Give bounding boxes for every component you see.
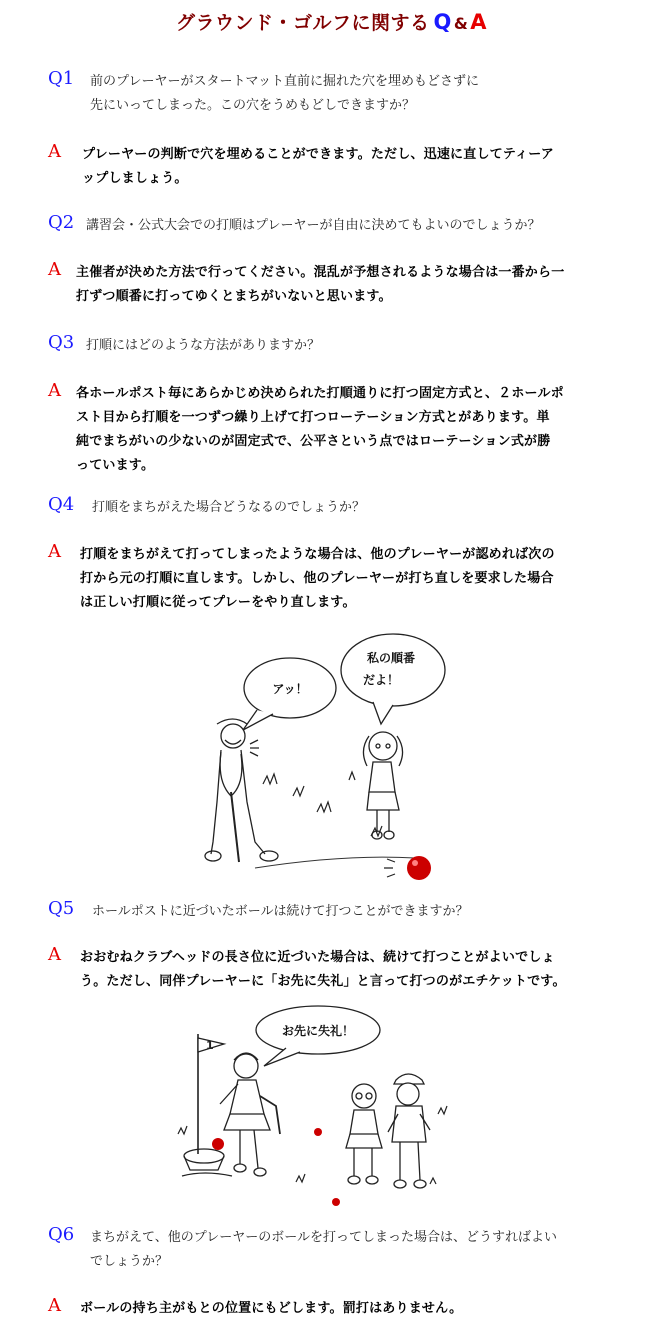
answer-text: 主催者が決めた方法で行ってください。混乱が予想されるような場合は一番から一 打ずつ順番に打ってゆくとまちがいないと思います。 [76,265,565,304]
ball-icon [314,1128,322,1136]
ground-line [255,857,415,868]
page-title [0,8,663,35]
question-2 [48,214,628,238]
ball-icon [212,1138,224,1150]
answer-text: おおむねクラブヘッドの長さ位に近づいた場合は、続けて打つことがよいでしょ う。ただし、同伴プレーヤーに「お先に失礼」と言って打つのがエチケットです。 [80,950,566,989]
ball-icon [332,1198,340,1206]
illustration-wrong-order [195,632,455,894]
q-label: Q6 [48,1224,75,1245]
title-a: A [470,10,488,34]
q-label: Q5 [48,898,75,919]
bubble-left-text: アッ！ [272,682,308,696]
title-amp: & [453,14,469,33]
answer-text: プレーヤーの判断で穴を埋めることができます。ただし、迅速に直してティーア ップしましょう。 [82,147,554,186]
boy-player [388,1074,430,1188]
question-text: 打順をまちがえた場合どうなるのでしょうか？ [92,500,366,515]
answer-5 [48,946,628,994]
answer-1 [48,143,628,191]
answer-6 [48,1297,628,1321]
answer-4 [48,543,628,615]
question-6 [48,1226,628,1274]
answer-text: ボールの持ち主がもとの位置にもどします。罰打はありません。 [80,1301,463,1316]
question-text: 講習会・公式大会での打順はプレーヤーが自由に決めてもよいのでしょうか？ [86,218,541,233]
child-player [346,1084,382,1184]
answer-2 [48,261,628,309]
question-4 [48,496,628,520]
answer-3 [48,382,628,478]
a-label: A [48,541,61,562]
bubble-text: お先に失礼！ [281,1024,355,1038]
hole-post [182,1034,232,1176]
girl-player [220,1053,280,1176]
a-label: A [48,380,61,401]
question-3 [48,334,628,358]
title-q: Q [433,10,452,34]
question-1 [48,70,628,118]
bubble-right-line2: だよ！ [362,673,400,687]
q-label: Q4 [48,494,75,515]
q-label: Q1 [48,68,75,89]
speech-bubble [256,1006,380,1066]
illustration-excuse-me [168,1004,468,1214]
a-label: A [48,1295,61,1316]
flag-number: 1 [206,1039,214,1052]
title-main: グラウンド・ゴルフに関する [175,12,430,34]
speech-bubble-left [243,658,336,730]
a-label: A [48,141,61,162]
question-text: 打順にはどのような方法がありますか？ [86,338,321,353]
grass-tufts [263,772,382,836]
q-label: Q2 [48,212,75,233]
q-label: Q3 [48,332,75,353]
man-golfer [205,719,278,862]
question-5 [48,900,628,924]
a-label: A [48,259,61,280]
a-label: A [48,944,61,965]
question-text: まちがえて、他のプレーヤーのボールを打ってしまった場合は、どうすればよい でしょうか？ [90,1230,557,1269]
question-text: 前のプレーヤーがスタートマット直前に掘れた穴を埋めもどさずに 先にいってしまった。この穴をうめもどしできますか？ [90,74,479,113]
answer-text: 打順をまちがえて打ってしまったような場合は、他のプレーヤーが認めれば次の 打から元の打順に直します。しかし、他のプレーヤーが打ち直しを要求した場合 は正しい打順に従ってプレーをやり直します。 [80,547,555,610]
question-text: ホールポストに近づいたボールは続けて打つことができますか？ [92,904,469,919]
girl-player [363,732,402,839]
ball-icon [384,856,431,880]
speech-bubble-right [341,634,445,724]
bubble-right-line1: 私の順番 [366,651,416,665]
answer-text: 各ホールポスト毎にあらかじめ決められた打順通りに打つ固定方式と、２ホールポ スト目から打順を一つずつ繰り上げて打つローテーション方式とがあります。単 純でまちがいの少ないのが固定式で、公平さという点ではローテーション式が勝 っています。 [76,386,564,473]
